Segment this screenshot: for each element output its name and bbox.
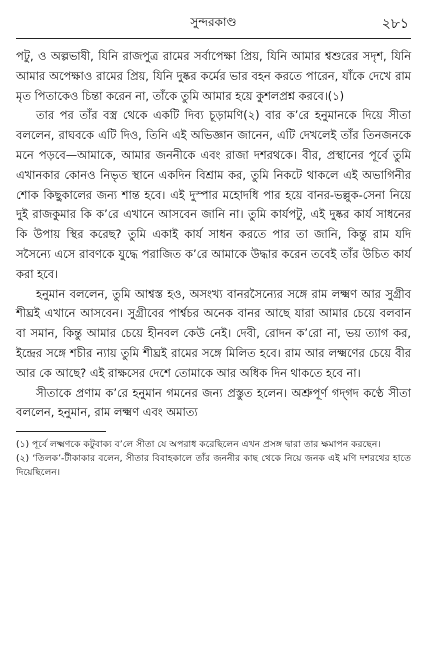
body-text [16, 47, 411, 423]
footnote: (২) ‘তিলক’-টীকাকার বলেন, সীতার বিবাহকালে তাঁর জননীর কাছ থেকে নিয়ে জনক এই মণি দশরথের হাতে দিয়েছিলেন। [16, 453, 411, 479]
paragraph: পটু, ও অল্পভাষী, যিনি রাজপুত্র রামের সর্বাপেক্ষা প্রিয়, যিনি আমার শ্বশুরের সদৃশ, যিনি আমার অপেক্ষাও রামের প্রিয়, যিনি দুষ্কর কর্মের ভার বহন করতে পারেন, যাঁকে দেখে রাম মৃত পিতাকেও চিন্তা করেন না, তাঁকে তুমি আমার হয়ে কুশলপ্রশ্ন করবে।(১) [16, 49, 411, 103]
running-title: সুন্দরকাণ্ড [190, 15, 237, 29]
footnote: (১) পূর্বে লক্ষ্মণকে কটুবাক্য ব’লে সীতা যে অপরাধ করেছিলেন এখন প্রসঙ্গ দ্বারা তার ক্ষমাপন করছেন। [16, 439, 381, 451]
paragraph: সীতাকে প্রণাম ক’রে হনুমান গমনের জন্য প্রস্তুত হলেন। অশ্রুপূর্ণ গদ্‌গদ কণ্ঠে সীতা বললেন, হনুমান, রাম লক্ষ্মণ এবং অমাত্য [16, 385, 411, 420]
page-number: ২৮১ [381, 16, 409, 32]
paragraph: তার পর তাঁর বস্ত্র থেকে একটি দিব্য চূড়ামণি(২) বার ক’রে হনুমানকে দিয়ে সীতা বললেন, রাঘবকে এটি দিও, তিনি এই অভিজ্ঞান জানেন, এটি দেখলেই তাঁর তিনজনকে মনে পড়বে—আমাকে, আমার জননীকে এবং রাজা দশরথকে। বীর, প্রস্থানের পূর্বে তুমি এখানকার কোনও নিভৃত স্থানে একদিন বিশ্রাম কর, তুমি নিকটে থাকলে এই অভাগিনীর শোক কিছুকালের জন্য শান্ত হবে। এই দুস্পার মহোদধি পার হয়ে বানর-ভল্লুক-সেনা নিয়ে দুই রাজকুমার কি ক’রে এখানে আসবেন জানি না। তুমি কার্যপটু, এই দুষ্কর কার্য সাধনের কি উপায় স্থির করেছ? তুমি একাই কার্য সাধন করতে পার তা জানি, কিন্তু রাম যদি সসৈন্যে এসে রাবণকে যুদ্ধে পরাজিত ক’রে আমাকে উদ্ধার করেন তবেই তাঁর উচিত কার্য করা হবে। [16, 108, 411, 281]
paragraph: হনুমান বললেন, তুমি আশ্বস্ত হও, অসংখ্য বানরসৈন্যের সঙ্গে রাম লক্ষ্মণ আর সুগ্রীব শীঘ্রই এখানে আসবেন। সুগ্রীবের পার্শ্বচর অনেক বানর আছে যারা আমার চেয়ে বলবান বা সমান, কিন্তু আমার চেয়ে হীনবল কেউ নেই। দেবী, রোদন ক’রো না, ভয় ত্যাগ কর, ইন্দ্রের সঙ্গে শচীর ন্যায় তুমি শীঘ্রই রামের সঙ্গে মিলিত হবে। রাম আর লক্ষ্মণের চেয়ে বীর আর কে আছে? এই রাক্ষসের দেশে তোমাকে আর অধিক দিন থাকতে হবে না। [16, 286, 411, 380]
footnote-divider [16, 431, 106, 432]
footnotes [16, 438, 411, 480]
page-header [16, 12, 411, 39]
